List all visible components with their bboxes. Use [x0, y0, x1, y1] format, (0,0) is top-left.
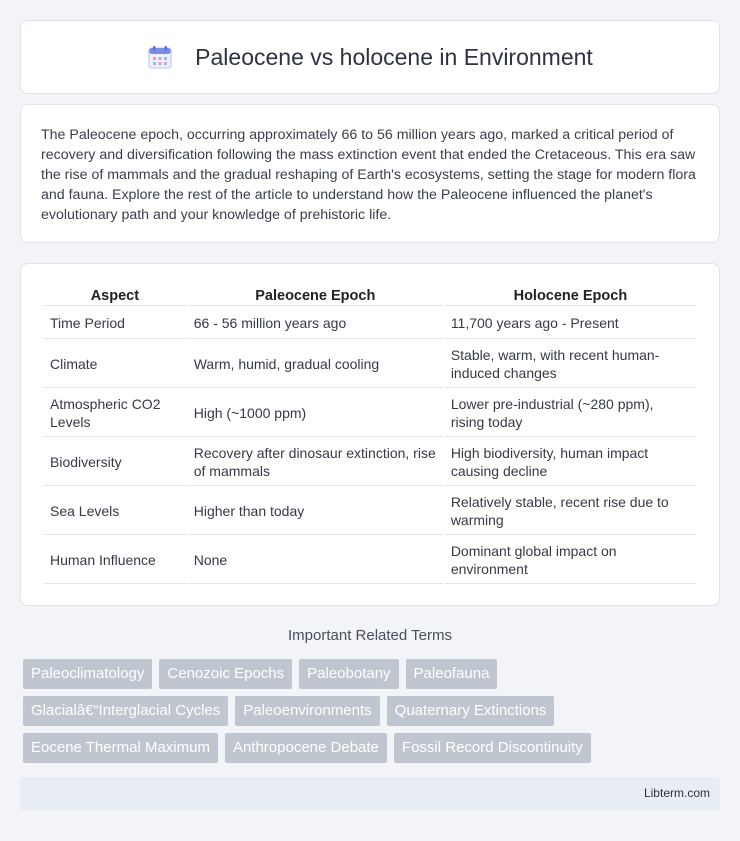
related-term-tag[interactable]: Cenozoic Epochs	[159, 659, 292, 689]
table-cell: 11,700 years ago - Present	[445, 308, 696, 339]
related-term-tag[interactable]: Paleobotany	[299, 659, 398, 689]
related-terms-heading: Important Related Terms	[288, 627, 452, 644]
table-cell: Dominant global impact on environment	[445, 537, 696, 584]
intro-paragraph: The Paleocene epoch, occurring approximately 66 to 56 million years ago, marked a critical period of recovery and diversification following the mass extinction event that ended the Cretaceous. This era saw the rise of mammals and the gradual reshaping of Earth's ecosystems, setting the stage for modern flora and fauna. Explore the rest of the article to understand how the Paleocene influenced the planet's evolutionary path and your knowledge of prehistoric life.	[41, 127, 696, 223]
table-row	[44, 341, 696, 388]
table-cell: None	[188, 537, 443, 584]
comparison-table	[42, 284, 698, 586]
footer	[20, 777, 720, 810]
table-cell: Relatively stable, recent rise due to warming	[445, 488, 696, 535]
related-term-tag[interactable]: Quaternary Extinctions	[387, 696, 555, 726]
table-row	[44, 537, 696, 584]
related-term-tag[interactable]: Eocene Thermal Maximum	[23, 733, 218, 763]
table-cell: Recovery after dinosaur extinction, rise of mammals	[188, 439, 443, 486]
column-header: Aspect	[44, 286, 186, 306]
table-cell: Biodiversity	[44, 439, 186, 486]
intro-card	[20, 104, 720, 243]
page-title: Paleocene vs holocene in Environment	[195, 43, 593, 70]
table-row	[44, 488, 696, 535]
tag-row	[23, 696, 723, 726]
related-terms-list	[23, 659, 723, 770]
table-cell: Atmospheric CO2 Levels	[44, 390, 186, 437]
calendar-icon	[147, 44, 173, 70]
tag-row	[23, 733, 723, 763]
table-cell: Higher than today	[188, 488, 443, 535]
tag-row	[23, 659, 723, 689]
table-cell: Warm, humid, gradual cooling	[188, 341, 443, 388]
table-cell: Human Influence	[44, 537, 186, 584]
table-cell: High (~1000 ppm)	[188, 390, 443, 437]
table-cell: Stable, warm, with recent human-induced changes	[445, 341, 696, 388]
related-term-tag[interactable]: Anthropocene Debate	[225, 733, 387, 763]
table-cell: Time Period	[44, 308, 186, 339]
comparison-table-card	[20, 263, 720, 606]
table-cell: High biodiversity, human impact causing decline	[445, 439, 696, 486]
related-term-tag[interactable]: Fossil Record Discontinuity	[394, 733, 591, 763]
table-cell: Climate	[44, 341, 186, 388]
table-header-row	[44, 286, 696, 306]
column-header: Paleocene Epoch	[188, 286, 443, 306]
table-row	[44, 308, 696, 339]
related-term-tag[interactable]: Paleofauna	[406, 659, 498, 689]
table-cell: 66 - 56 million years ago	[188, 308, 443, 339]
title-card	[20, 20, 720, 94]
related-term-tag[interactable]: Glacialâ€“Interglacial Cycles	[23, 696, 228, 726]
table-cell: Sea Levels	[44, 488, 186, 535]
table-cell: Lower pre-industrial (~280 ppm), rising today	[445, 390, 696, 437]
footer-site-link[interactable]: Libterm.com	[643, 786, 710, 800]
table-row	[44, 390, 696, 437]
column-header: Holocene Epoch	[445, 286, 696, 306]
table-row	[44, 439, 696, 486]
related-term-tag[interactable]: Paleoclimatology	[23, 659, 152, 689]
related-term-tag[interactable]: Paleoenvironments	[235, 696, 379, 726]
